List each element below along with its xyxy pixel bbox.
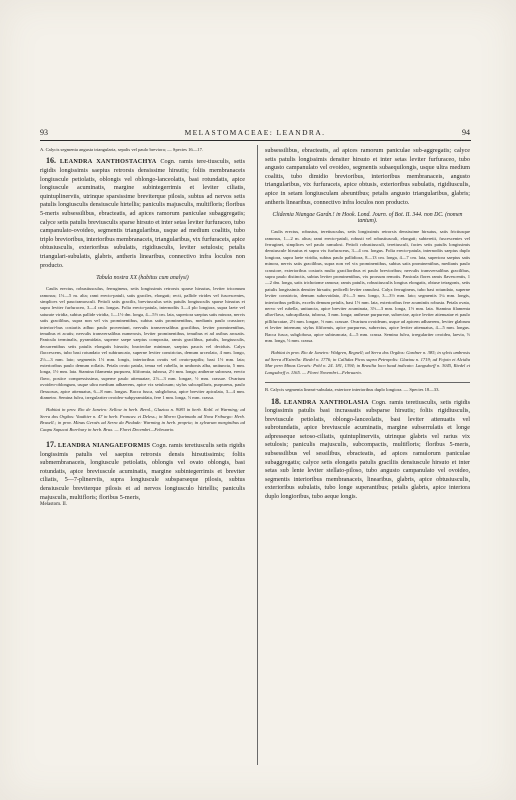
species-16-habitat: Habitat in prov. Rio de Janeiro: Sellow in herb. Berol., Glaziou n. 9083 in herb. Kobl. et Warming; ad Serra dos Orgãos: Vauthier n. 47 in herb. Francav. et Deless.; in Morro Queimado ad Nova Friburgo: Herb. Bruxell.; in prov. Minas Geraës ad Serra da Piedade: Warming in herb. propria; in sylvarum marginibus ad Caapu Sapucai Bon-bury in herb. Brux. — Floret Decembri—Februario. — [40, 407, 245, 432]
left-column — [40, 147, 245, 507]
page-number-right: 94 — [462, 128, 470, 137]
species-18-number: 18. — [271, 396, 281, 406]
page-header — [40, 128, 470, 140]
species-17-name: LEANDRA NIANGAEFORMIS — [57, 442, 151, 450]
section-title-a: A. Calycis segmenta angusta triangularia, sepalis vel paulo breviora; — Species 16—17. — [40, 147, 204, 152]
species-17-number: 17. — [46, 440, 56, 450]
species-16-name: LEANDRA XANTHOSTACHYA — [59, 158, 157, 166]
species-17-diagnosis: Cogn. ramis teretiusculis setis rigidis longissimis patulis vel saepius retrorsis densis hirsutissimis; foliis submembranaceis, longiuscule petiolatis, oblongis vel ovato oblongis, basi rotundatis, apice breviuscule acuminatis, margine subintegerrimis et breviter ciliatis, 5—7-plinerviis, supra longiuscule subsparseque pilosis, subtus densiuscule breviterque pilosis et ad nervos longiusculo hirtellis; paniculis majusculis, multifloris; floribus 5-meris, — [40, 442, 246, 501]
species-17 — [40, 441, 245, 502]
species-16-diagnosis: Cogn. ramis tere-tiusculis, setis rigidis longissimis saepius retrorsis densissime hirsutis; foliis membranaceis longiuscule petiolatis, oblongis vel oblongo-lanceolatis, basi rotundatis, apice longiuscule acuminatis, margine subintegerrimis et leviter ciliatis, quintuplinerviis, utrinque sparsissime breviterque pilosis, subtus ad nervos setis patulis longiusculis densiuscule hirtellis; paniculis majusculis, multifloris; floribus 5-meris subsessilibus, ebracteatis, ad apices ramorum paniculae subaggregatis; calyce setis patulis breviusculis sparse hirsuto et inter setas leviter furfuraceo, tubo campanulato-ovoideo, segmentis triangularibus, usque ad medium coalitis, tubo triplo brevioribus, interioribus membranaceis, triangularibus, vix furfuraceis, apice obtusiusculis, exterioribus subulatis, rigidiusculis, leviter setulosis; petalis triangulari-subulatis, glabris, antheris linearibus, connectivo infra loculos non producto. — [40, 158, 246, 269]
right-column — [265, 147, 470, 502]
species-17-diagnosis-continued: subsessilibus, ebracteatis, ad apices ramorum paniculae sub-aggregatis; calyce setis patulis longissimis densiter hirsuto et inter setas leviter furfuraceo, tubo angusto campanulato vel ovoideo, segmentis subaequilongis, usque ultra medium coalitis, tubo dimidio brevioribus, interioribus membranaceis, angusto triangularibus, vix furfuraceis, apice obtusis, exterioribus subulatis, rigidiusculis, apice in setam longiusculam abeuntibus; petalis angusto triangularibus, glabris; antheris linearibus, connectivo infra loculos non producto. — [265, 147, 470, 206]
species-18-diagnosis: Cogn. ramis teretiusculis, setis rigidis longissimis patulis basi incrassatis subsparse hirsutis; foliis rigidiusculis, breviuscule petiolatis, oblongo-lanceolatis, basi leviter attenuatis vel subrotundatis, apice breviuscule acuminatis, margine subserrulatis et longe adpresseque setoso-ciliatis, quintuplinerviis, utrinque glabris vel rarius vix setulosis; paniculis majusculis, subcompactis, multifloris; floribus 5-meris, subsessilibus vel sessilibus, ebracteatis, ad apices ramulorum paniculae subaggregatis; calyce setis elongatis patulis graciliis densiuscule hirsuto et inter setas sub lente leviter stellato-piloso, tubo angusto campanulato vel ovoideo, segmentis interioribus membranaceis, linearibus, glabris, apice obtusiusculis, exterioribus subulatis, tubo longe superantibus; petalis glabris, apice interiora duplo longioribus, tubo aeque longis. — [265, 398, 470, 501]
page-number-left: 93 — [40, 128, 48, 137]
species-17-habitat: Habitat in prov. Rio de Janeiro: Widgren, Regnell; ad Serra dos Orgãos: Gardner n. 385; in sylvis umbrosis ad Serra d'Estrella: Riedel n. 1776; in Callidas Picos supra Petropolis: Glaziou n. 1719; ad Fojoto et Alcidia Mar pern Minas Geraës: Pohl n. 24. 181, 1394; in Brasilia loco haud indicato: Langsdorff n. 3045, Riedel et Langsdorff n. 1165. — Floret Novembri—Februario. — [265, 350, 470, 375]
running-title: MELASTOMACEAE: LEANDRA. — [184, 128, 326, 137]
species-16-number: 16. — [46, 156, 56, 166]
species-16 — [40, 157, 245, 270]
column-divider — [257, 145, 258, 765]
section-title-b: B. Calycis segmenta lineari-subulata, exteriore interioribus duplo longiora. — Species 18—33. — [265, 387, 440, 393]
species-17-description: Caulis erectus, robustus, teretiusculus, setis longissimis retrorsis densissime hirsutus, satis frictiusque ramosus, 1—2 m. altus; rami erecto-patuli, robusti vel robustiusculi, elongati; subteretii, fuscescentes vel ferruginei, simplices vel paulo ramulosi. Petioli robustiusculi, teretiusculi, facies setis patulis longissimis densiuscule hirsutus et supra vix furfuraceus, 3—4 cm. longus. Folia erecto-patula, internodiis saepius duplo longiora, supra laete viridia, subtus paulo pallidiora, 8—13 cm. longa, 4—7 cm. lata, superiora saepius satis minora, nervis satis gracilibus, supra non vel vix prominentibus, subtus satis prominentibus, medianis paulo crassiore, exterioribus costaris multo gracilioribus et paulo brevioribus; nervulis transversalibus gracilibus, supra paulo distinctis, subtus leviter prominentibus, vix prorsum remotis. Panicula flores ramis flavescentis, 1—2 dm. longa, satis trichotome ramosa; ramis patulis, robustiusculis longius elongatis, obtuse tetragonis, setis patulis longissimis densiter hirsutis; pedicelli leviter ramulosi. Calyx ferrugineus, tubo basi rotundato, superne leviter constricto, demum subovoidato, 4½—5 mm. longo, 3—3½ mm. lato; segmentis 1¼ mm. longis, interioribus pellitis, excelis demum petulis, basi 1½ mm. lata, exterioribus fere acuminiis robusta. Petala ovata, nervo vel rubella, unituncta, apice breviter acuminata, 3½—3 mm. longa, 1½ mm. lata. Stamina filamenta alba-flava, subcapillaria, tubrosa, 3 mm. longa; antherae purpureae, subrectae, apice leviter attenuatae et paulo pillifurcatae, 2½ mm. longae, ½ mm. crassae. Ovarium ovoideum, usque ad apicem adhaerens, leviter glabrum et leviter intrenum; stylus filiformis, apice purpureus, subrectus, apice leviter attenuatus, 4—5 mm. longus. Bacca fusca, subglobosa, apice subtruncata, 4—5 mm. crassa. Semina fulva, irregulariter ovoidea, laevia, ⅓ mm. longa, ⅓ mm. crassa. — [265, 229, 470, 344]
header-rule — [40, 140, 471, 141]
synonym-line: Clidemia Niangae Gardn.! in Hook. Lond. Journ. of Bot. II. 344. non DC. (nomen tantum). — [272, 212, 463, 225]
species-16-description: Caulis erectus, robustiusculus, ferrugineus, setis longissimis retrorsis sparse hirsutus, leviter tricomum ramosus; 1⅓—5 m. alta; rami erecto-patuli, satis graciles, elongati; recti, pallide virides vel fuscescentes, simplices vel pauciramosculi. Petioli satis gracilis, breviusculus setis patulis longiusculis sparse hirsutus et supra leviter furfuraceo, 3—4 cm. longus. Folia erecto-patula, internodiis 3—4 plo longiora, supra laete vel saturate viridia, subtus pallide viridia, 1—1½ dm. longa, 4—5½ cm. lata, superiora saepius satis minora, nervis satis gracilibus, supra non vel vix prominentibus, subtus satis prominentibus, medianis paulo crassiore; interiori-bus costariis adhuc paulo proveniunt, nervulis transversalibus gracilibus, leviter prominentibus, tenuibus et acutis; nervulis transversalibus numerosis, leviter prominentibus, tenuibus et ad axibus arcuatis. Panicula terminalis, pyramidata, superne saepe saepius composita, ramis gracilibus, patulis, longiusculis, decurrentibus setis patulis elongatis hirsutis; bracteolae minimae, saepius paucis vel deciduis. Calyx flaccescens, tubo basi rotundato vel subtruncato, superne leviter constrictus, demum urceolato, 4 mm. longo, 2⅓—3 mm. lato; segmentis 1⅓ mm. longis, interioribus ovatis vel ovato-papilis; basi 1½ mm. lata; exterioribus paulo demum rollatis. Petala ovato patula, tenua vel rubella, in umbonis alba, unituncta, 5 mm. longa, 1½ mm. lata. Stamina filamenta purpurea, filiformia, tubrosa, 2½ mm. longa; antherae subrosea, erecto flavo, postice compressissima, superne paulo attenuatae, 2⅓—3 mm. longae, ½ mm. crassae. Ovarium ovoideo-oblongum, usque ultra medium adhaerens, apice vix setulosum; stylus subcapillaris, purpureus, paulo flexuosus, apice attenuatus, 6—8 mm. longus. Bacca fusca, subglobosa, apice breviter apiculata, 3—4 mm. diametro. Semina fulva, irregulariter ovoideo-subpyramidata, fere 1 mm. longa, ⅓ mm. crassa. — [40, 286, 245, 401]
species-18-name: LEANDRA XANTHOLASIA — [283, 398, 369, 406]
plate-reference: Tabula nostra XX (habitus cum analysi) — [96, 275, 189, 282]
section-divider — [265, 382, 470, 383]
species-18 — [265, 398, 470, 502]
signature-mark: Melastom. II. — [40, 502, 68, 508]
